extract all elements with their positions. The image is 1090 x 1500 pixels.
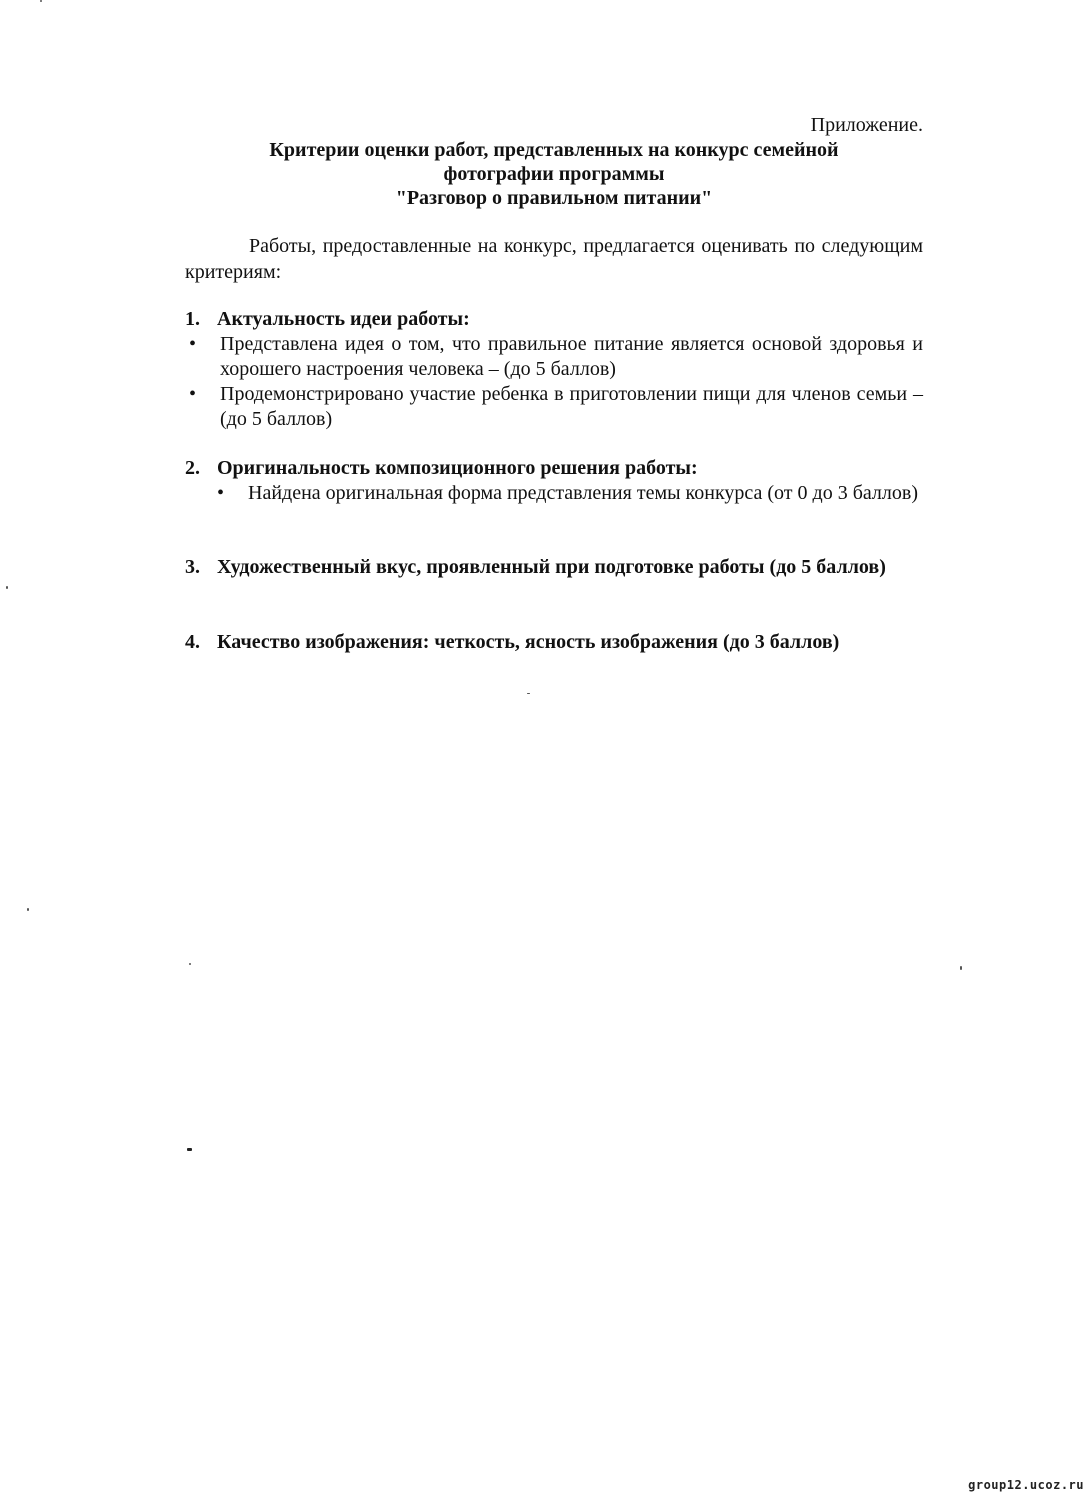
list-item-text: Представлена идея о том, что правильное питание является основой здоровья и хорошего настроения человека – (до 5 баллов)	[220, 333, 923, 380]
scan-speck	[960, 966, 962, 970]
section-heading-text: Оригинальность композиционного решения работы:	[217, 457, 698, 479]
scan-speck	[40, 0, 42, 2]
criteria-section-1	[185, 307, 923, 432]
appendix-label: Приложение.	[810, 114, 923, 136]
scan-speck	[187, 1148, 192, 1151]
section-heading	[185, 630, 923, 655]
bullet-icon: •	[217, 482, 225, 504]
section-heading-text: Качество изображения: четкость, ясность изображения (до 3 баллов)	[217, 631, 840, 653]
scan-speck	[189, 963, 191, 965]
title-line: "Разговор о правильном питании"	[395, 187, 713, 209]
section-heading-text: Актуальность идеи работы:	[217, 308, 470, 330]
site-watermark: group12.ucoz.ru	[968, 1478, 1084, 1492]
section-heading-text: Художественный вкус, проявленный при подготовке работы (до 5 баллов)	[217, 556, 886, 578]
scan-speck	[27, 908, 29, 911]
section-number: 4.	[185, 631, 200, 653]
criteria-section-3	[185, 555, 923, 580]
section-heading	[185, 456, 923, 481]
title-line: фотографии программы	[443, 163, 665, 185]
list-item	[185, 382, 923, 432]
bullet-icon: •	[189, 333, 197, 355]
bullet-icon: •	[189, 383, 197, 405]
intro-paragraph: Работы, предоставленные на конкурс, предлагается оценивать по следующим критериям:	[185, 235, 923, 283]
criteria-section-4	[185, 630, 923, 655]
list-item-text: Найдена оригинальная форма представления темы конкурса (от 0 до 3 баллов)	[248, 482, 918, 504]
section-heading	[185, 555, 923, 580]
section-heading	[185, 307, 923, 332]
criteria-section-2	[185, 456, 923, 506]
section-number: 3.	[185, 556, 200, 578]
scan-speck	[6, 586, 8, 589]
list-item	[185, 332, 923, 382]
list-item-text: Продемонстрировано участие ребенка в приготовлении пищи для членов семьи – (до 5 баллов)	[220, 383, 923, 430]
document-title	[185, 138, 923, 210]
section-number: 1.	[185, 308, 200, 330]
scan-speck	[527, 693, 530, 694]
title-line: Критерии оценки работ, представленных на конкурс семейной	[269, 139, 839, 161]
section-number: 2.	[185, 457, 200, 479]
list-item	[185, 481, 923, 506]
